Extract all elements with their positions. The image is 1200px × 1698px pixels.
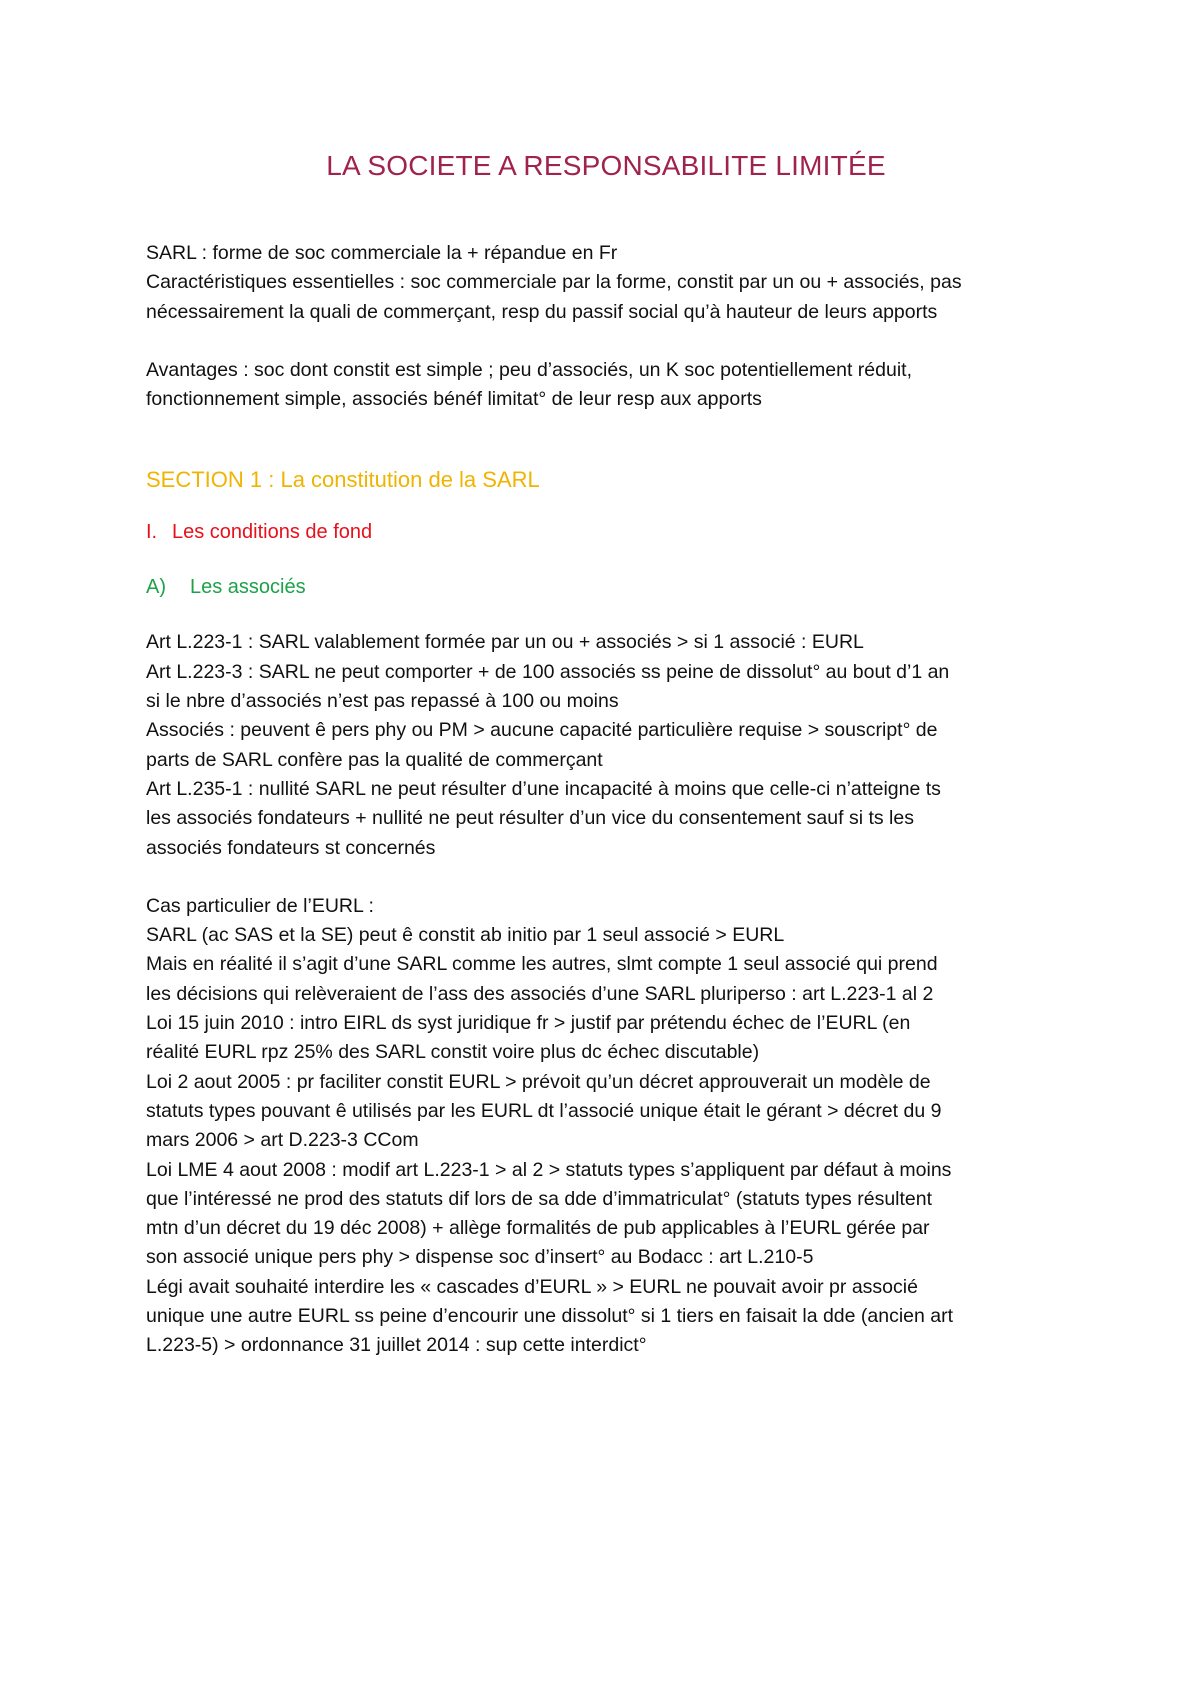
heading-part-1 <box>146 521 1086 544</box>
text-line: mars 2006 > art D.223-3 CCom <box>146 1129 419 1152</box>
eurl-paragraph <box>146 892 1086 1361</box>
text-line: Mais en réalité il s’agit d’une SARL comme les autres, slmt compte 1 seul associé qui prend <box>146 953 938 976</box>
text-line: nécessairement la quali de commerçant, resp du passif social qu’à hauteur de leurs apports <box>146 300 938 323</box>
text-line: unique une autre EURL ss peine d’encourir une dissolut° si 1 tiers en faisait la dde (ancien art <box>146 1305 954 1328</box>
text-line: mtn d’un décret du 19 déc 2008) + allège formalités de pub applicables à l’EURL gérée par <box>146 1217 930 1240</box>
heading-number: I. <box>146 521 158 544</box>
text-line: Associés : peuvent ê pers phy ou PM > aucune capacité particulière requise > souscript° de <box>146 719 938 742</box>
advantages-paragraph <box>146 356 1086 415</box>
heading-label: Les associés <box>190 576 306 599</box>
text-line: statuts types pouvant ê utilisés par les EURL dt l’associé unique était le gérant > décret du 9 <box>146 1099 942 1122</box>
heading-number: A) <box>146 576 166 599</box>
associes-paragraph <box>146 628 1086 862</box>
text-line: Loi LME 4 aout 2008 : modif art L.223-1 > al 2 > statuts types s’appliquent par défaut à moins <box>146 1158 952 1181</box>
text-line: réalité EURL rpz 25% des SARL constit voire plus dc échec discutable) <box>146 1041 760 1064</box>
document-title: LA SOCIETE A RESPONSABILITE LIMITÉE <box>326 150 886 181</box>
text-line: que l’intéressé ne prod des statuts dif lors de sa dde d’immatriculat° (statuts types résultent <box>146 1187 933 1210</box>
text-line: Art L.223-3 : SARL ne peut comporter + de 100 associés ss peine de dissolut° au bout d’1 an <box>146 660 950 683</box>
text-line: Légi avait souhaité interdire les « cascades d’EURL » > EURL ne pouvait avoir pr associé <box>146 1275 918 1298</box>
text-line: SARL (ac SAS et la SE) peut ê constit ab initio par 1 seul associé > EURL <box>146 924 785 947</box>
section-title: SECTION 1 : La constitution de la SARL <box>146 467 540 493</box>
text-line: Art L.235-1 : nullité SARL ne peut résulter d’une incapacité à moins que celle-ci n’atteigne ts <box>146 777 941 800</box>
text-line: les décisions qui relèveraient de l’ass des associés d’une SARL pluriperso : art L.223-1 al 2 <box>146 982 934 1005</box>
text-line: associés fondateurs st concernés <box>146 836 436 859</box>
text-line: fonctionnement simple, associés bénéf limitat° de leur resp aux apports <box>146 388 762 411</box>
text-line: Caractéristiques essentielles : soc commerciale par la forme, constit par un ou + associés, pas <box>146 271 962 294</box>
heading-label: Les conditions de fond <box>172 521 373 544</box>
document-page <box>146 150 1086 1361</box>
text-line: Avantages : soc dont constit est simple ; peu d’associés, un K soc potentiellement réduit, <box>146 358 912 381</box>
text-line: Cas particulier de l’EURL : <box>146 894 374 917</box>
text-line: si le nbre d’associés n’est pas repassé à 100 ou moins <box>146 690 619 713</box>
text-line: Loi 2 aout 2005 : pr faciliter constit EURL > prévoit qu’un décret approuverait un modèle de <box>146 1070 931 1093</box>
heading-part-a <box>146 576 1086 599</box>
text-line: parts de SARL confère pas la qualité de commerçant <box>146 748 603 771</box>
text-line: son associé unique pers phy > dispense soc d’insert° au Bodacc : art L.210-5 <box>146 1246 814 1269</box>
intro-paragraph <box>146 239 1086 327</box>
text-line: Loi 15 juin 2010 : intro EIRL ds syst juridique fr > justif par prétendu échec de l’EURL (en <box>146 1012 911 1035</box>
text-line: les associés fondateurs + nullité ne peut résulter d’un vice du consentement sauf si ts les <box>146 807 914 830</box>
text-line: Art L.223-1 : SARL valablement formée par un ou + associés > si 1 associé : EURL <box>146 631 864 654</box>
text-line: L.223-5) > ordonnance 31 juillet 2014 : sup cette interdict° <box>146 1334 647 1357</box>
text-line: SARL : forme de soc commerciale la + répandue en Fr <box>146 242 618 264</box>
